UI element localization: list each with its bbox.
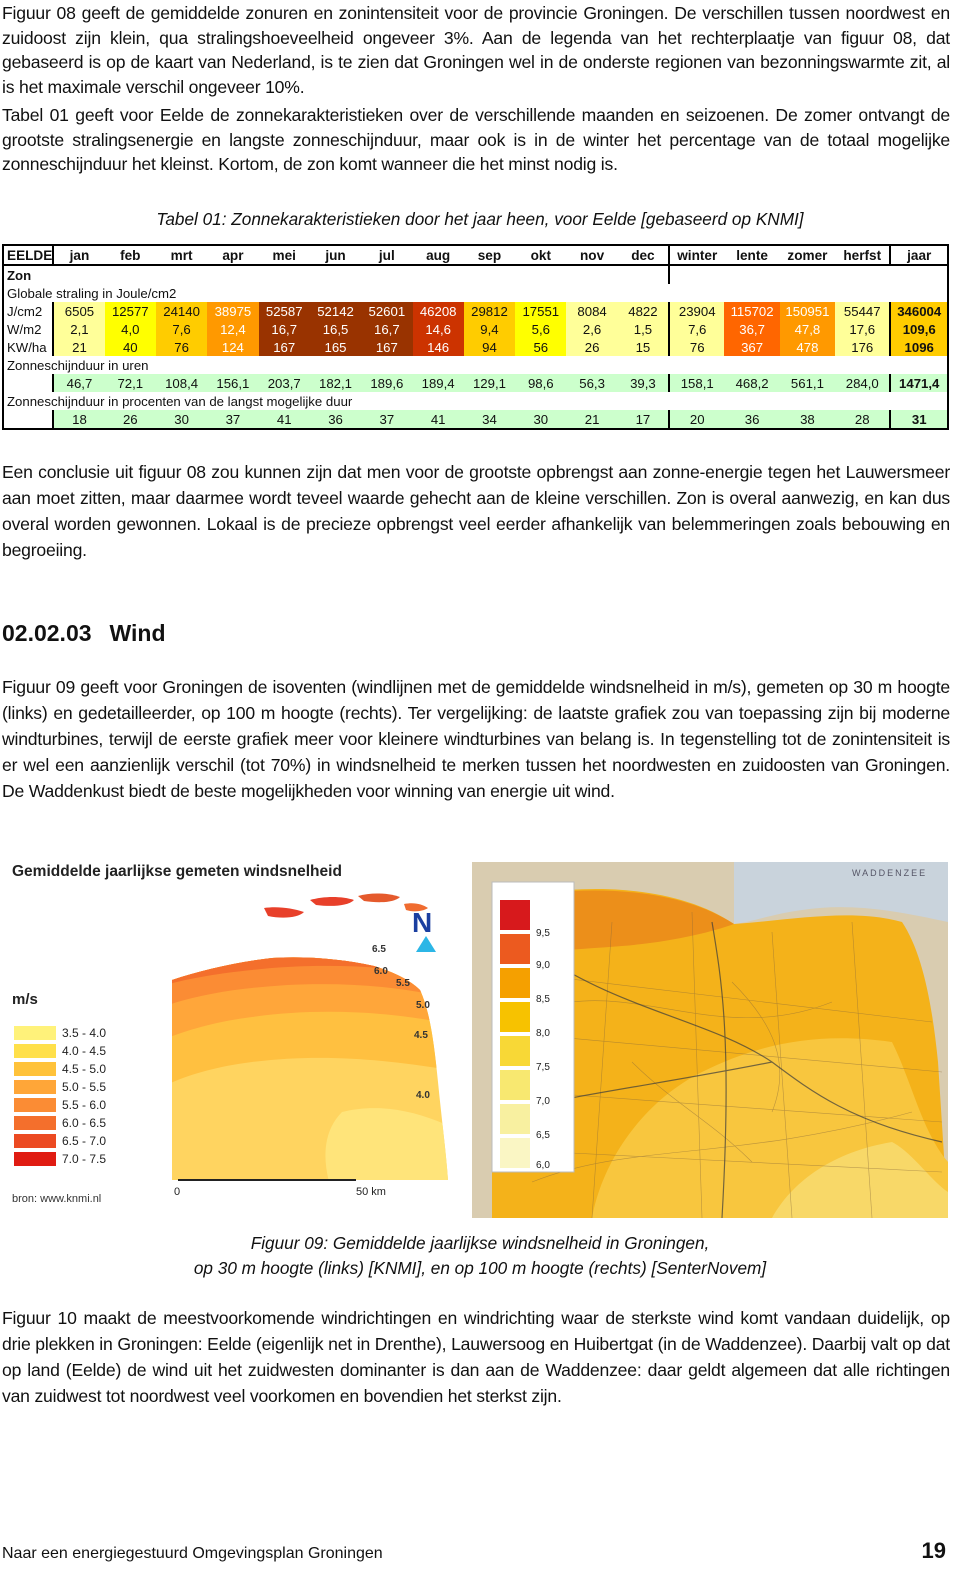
table-cell: 72,1 (105, 374, 156, 392)
table-cell: 150951 (780, 302, 835, 320)
table-cell: 98,6 (515, 374, 566, 392)
table-cell: 203,7 (259, 374, 310, 392)
scale-end: 50 km (356, 1186, 386, 1198)
header-cell: winter (669, 245, 724, 265)
row-label (3, 410, 53, 429)
table-cell: 46,7 (53, 374, 104, 392)
table-cell: 561,1 (780, 374, 835, 392)
legend-label: 8,0 (536, 1028, 550, 1039)
table-cell: 1471,4 (890, 374, 948, 392)
legend-swatches (14, 1026, 56, 1166)
table-cell: 52601 (361, 302, 412, 320)
header-cell: mrt (156, 245, 207, 265)
table-cell: 12,4 (207, 320, 258, 338)
table-cell: 76 (669, 338, 724, 356)
table-cell: 165 (310, 338, 361, 356)
legend-label: 6,5 (536, 1130, 550, 1141)
table-cell: 31 (890, 410, 948, 429)
header-cell: jun (310, 245, 361, 265)
table-cell: 20 (669, 410, 724, 429)
table-cell: 76 (156, 338, 207, 356)
table-cell: 4822 (618, 302, 669, 320)
header-cell: aug (413, 245, 464, 265)
table-cell: 284,0 (835, 374, 890, 392)
table-cell: 189,6 (361, 374, 412, 392)
table-cell: 15 (618, 338, 669, 356)
section-title: Wind (109, 620, 166, 646)
section-row-uren (3, 356, 948, 374)
table-cell: 5,6 (515, 320, 566, 338)
isoline-label: 4.5 (414, 1030, 428, 1041)
table-cell: 17,6 (835, 320, 890, 338)
scale-start: 0 (174, 1186, 181, 1198)
section-row-zon (3, 265, 948, 284)
wind-map-30m-graphic (2, 862, 464, 1208)
table-cell: 1096 (890, 338, 948, 356)
sea-label: WADDENZEE (852, 868, 928, 878)
table-cell: 16,7 (361, 320, 412, 338)
table-cell: 12577 (105, 302, 156, 320)
paragraph-figuur-08: Figuur 08 geeft de gemiddelde zonuren en zonintensiteit voor de provincie Groningen. De verschillen tussen noordwest en zuidoost zijn klein, qua stralingshoeveelheid ongeveer 3%. Aan de legenda van het rechterplaatje van figuur 08, dat gebaseerd is op de kaart van Nederland, is te zien dat Groningen wel in de onderste regionen van bezonningswarmte zit, al is het maximale verschil ongeveer 10%. (2, 3, 950, 97)
header-cell: sep (464, 245, 515, 265)
legend-unit: m/s (12, 991, 38, 1008)
legend-label: 3.5 - 4.0 (62, 1026, 107, 1040)
legend-label: 7.0 - 7.5 (62, 1152, 107, 1166)
legend-label: 6.5 - 7.0 (62, 1134, 107, 1148)
table-cell: 30 (156, 410, 207, 429)
table-cell: 9,4 (464, 320, 515, 338)
table-cell: 52142 (310, 302, 361, 320)
isoline-bands (162, 952, 462, 1192)
island-shape (358, 893, 400, 902)
isoline-label: 4.0 (416, 1090, 430, 1101)
isoline-label: 5.0 (416, 1000, 430, 1011)
legend-label: 7,5 (536, 1062, 550, 1073)
table-cell: 28 (835, 410, 890, 429)
table-cell: 40 (105, 338, 156, 356)
table-cell: 26 (105, 410, 156, 429)
table-cell: 47,8 (780, 320, 835, 338)
table-row-uren (3, 374, 948, 392)
table-cell: 167 (259, 338, 310, 356)
table-cell: 8084 (566, 302, 617, 320)
table-cell: 38975 (207, 302, 258, 320)
section-label: Zon (3, 265, 669, 284)
section-label: Zonneschijnduur in procenten van de langst mogelijke duur (3, 392, 948, 410)
legend-label: 4.5 - 5.0 (62, 1062, 107, 1076)
header-cell: dec (618, 245, 669, 265)
table-cell: 115702 (724, 302, 779, 320)
table-cell: 29812 (464, 302, 515, 320)
header-cell: nov (566, 245, 617, 265)
table-cell: 158,1 (669, 374, 724, 392)
section-label: Globale straling in Joule/cm2 (3, 284, 948, 302)
table-cell: 156,1 (207, 374, 258, 392)
table-cell: 17551 (515, 302, 566, 320)
table-cell: 34 (464, 410, 515, 429)
legend-label: 6,0 (536, 1160, 550, 1171)
island-shape (264, 907, 304, 917)
legend-label: 5.5 - 6.0 (62, 1098, 107, 1112)
table-caption: Tabel 01: Zonnekarakteristieken door het jaar heen, voor Eelde [gebaseerd op KNMI] (156, 209, 804, 229)
table-cell: 182,1 (310, 374, 361, 392)
table-cell: 6505 (53, 302, 104, 320)
legend-label: 5.0 - 5.5 (62, 1080, 107, 1094)
table-cell: 26 (566, 338, 617, 356)
section-row-procent (3, 392, 948, 410)
table-cell: 38 (780, 410, 835, 429)
north-arrow-icon (416, 936, 436, 952)
table-cell: 129,1 (464, 374, 515, 392)
wind-map-100m-graphic (472, 862, 948, 1218)
legend-label: 6.0 - 6.5 (62, 1116, 107, 1130)
table-cell: 36,7 (724, 320, 779, 338)
table-cell: 37 (207, 410, 258, 429)
row-label: J/cm2 (3, 302, 53, 320)
wind-map-30m (2, 862, 464, 1208)
table-cell: 189,4 (413, 374, 464, 392)
table-row-jcm2 (3, 302, 948, 320)
table-cell: 94 (464, 338, 515, 356)
table-cell: 108,4 (156, 374, 207, 392)
legend-label: 9,5 (536, 928, 550, 939)
table-cell: 367 (724, 338, 779, 356)
island-shape (310, 897, 354, 906)
header-cell: EELDE (3, 245, 53, 265)
table-cell: 30 (515, 410, 566, 429)
header-cell: okt (515, 245, 566, 265)
table-cell: 37 (361, 410, 412, 429)
row-label (3, 374, 53, 392)
legend-label: 9,0 (536, 960, 550, 971)
table-cell: 2,6 (566, 320, 617, 338)
table-cell: 41 (259, 410, 310, 429)
header-cell: lente (724, 245, 779, 265)
header-cell: apr (207, 245, 258, 265)
figure-caption-line-2: op 30 m hoogte (links) [KNMI], en op 100 m hoogte (rechts) [SenterNovem] (193, 1258, 767, 1278)
row-label: W/m2 (3, 320, 53, 338)
legend-label: 7,0 (536, 1096, 550, 1107)
table-cell: 17 (618, 410, 669, 429)
table-cell: 41 (413, 410, 464, 429)
header-cell: feb (105, 245, 156, 265)
map-title: Gemiddelde jaarlijkse gemeten windsnelheid (12, 863, 342, 880)
header-cell: jaar (890, 245, 948, 265)
table-cell: 36 (724, 410, 779, 429)
table-cell: 24140 (156, 302, 207, 320)
header-cell: jul (361, 245, 412, 265)
section-spacer (669, 265, 948, 284)
sun-characteristics-table (2, 244, 949, 430)
table-cell: 56,3 (566, 374, 617, 392)
section-label: Zonneschijnduur in uren (3, 356, 948, 374)
row-label: KW/ha (3, 338, 53, 356)
isoline-label: 6.5 (372, 944, 386, 955)
table-cell: 7,6 (669, 320, 724, 338)
table-cell: 18 (53, 410, 104, 429)
footer-title: Naar een energiegestuurd Omgevingsplan Groningen (2, 1545, 383, 1562)
table-cell: 176 (835, 338, 890, 356)
table-cell: 478 (780, 338, 835, 356)
section-row-globale (3, 284, 948, 302)
table-header-row (3, 245, 948, 265)
table-row-procent (3, 410, 948, 429)
table-cell: 16,7 (259, 320, 310, 338)
section-number: 02.02.03 (2, 620, 92, 646)
page-number: 19 (921, 1538, 946, 1563)
table-cell: 55447 (835, 302, 890, 320)
table-cell: 4,0 (105, 320, 156, 338)
table-cell: 46208 (413, 302, 464, 320)
table-row-kwha (3, 338, 948, 356)
table-cell: 56 (515, 338, 566, 356)
table-cell: 1,5 (618, 320, 669, 338)
table-cell: 36 (310, 410, 361, 429)
header-cell: mei (259, 245, 310, 265)
paragraph-tabel-01: Tabel 01 geeft voor Eelde de zonnekarakteristieken over de verschillende maanden en seizoenen. De zomer ontvangt de grootste stralingsenergie en langste zonneschijnduur, maar ook is in de winter het percentage van de totaal mogelijke zonneschijnduur het kleinst. Kortom, de zon komt wanneer die het minst nodig is. (2, 105, 950, 174)
isoline-label: 6.0 (374, 966, 388, 977)
table-cell: 346004 (890, 302, 948, 320)
table-cell: 21 (566, 410, 617, 429)
header-cell: jan (53, 245, 104, 265)
figure-caption-line-1: Figuur 09: Gemiddelde jaarlijkse windsnelheid in Groningen, (250, 1233, 710, 1253)
header-cell: zomer (780, 245, 835, 265)
isoline-label: 5.5 (396, 978, 410, 989)
table-cell: 7,6 (156, 320, 207, 338)
table-cell: 39,3 (618, 374, 669, 392)
paragraph-wind: Figuur 09 geeft voor Groningen de isoventen (windlijnen met de gemiddelde windsnelheid in m/s), gemeten op 30 m hoogte (links) en gedetailleerder, op 100 m hoogte (rechts). Ter vergelijking: de laatste grafiek zou van toepassing zijn bij moderne windturbines, terwijl de eerste grafiek meer voor kleinere windturbines van belang is. In tegenstelling tot de zonintensiteit is er wel een aanzienlijk verschil (tot 70%) in windsnelheid te merken tussen het noordwesten en zuidoosten van Groningen. De Waddenkust biedt de beste mogelijkheden voor winning van energie uit wind. (2, 677, 950, 801)
table-cell: 21 (53, 338, 104, 356)
table-cell: 146 (413, 338, 464, 356)
legend-label: 8,5 (536, 994, 550, 1005)
table-cell: 124 (207, 338, 258, 356)
table-cell: 16,5 (310, 320, 361, 338)
wind-map-100m (472, 862, 948, 1218)
paragraph-figuur-10: Figuur 10 maakt de meestvoorkomende windrichtingen en windrichting waar de sterkste wind komt vandaan duidelijk, op drie plekken in Groningen: Eelde (eigenlijk net in Drenthe), Lauwersoog en Huibertgat (in de Waddenzee). Daarbij valt op dat op land (Eelde) de wind uit het zuidwesten dominanter is dan aan de Waddenzee: daar geldt algemeen dat alle richtingen van zuidwest tot noordwest veel voorkomen en bovendien het sterkst zijn. (2, 1308, 950, 1406)
table-cell: 2,1 (53, 320, 104, 338)
table-cell: 468,2 (724, 374, 779, 392)
table-row-wm2 (3, 320, 948, 338)
table-cell: 109,6 (890, 320, 948, 338)
north-label: N (412, 907, 433, 938)
legend-label: 4.0 - 4.5 (62, 1044, 107, 1058)
paragraph-conclusie: Een conclusie uit figuur 08 zou kunnen zijn dat men voor de grootste opbrengst aan zonne-energie tegen het Lauwersmeer aan moet zitten, maar daarmee wordt teveel waarde gehecht aan de kleine verschillen. Zon is overal aanwezig, en kan dus overal worden gewonnen. Lokaal is de precieze opbrengst veel eerder afhankelijk van belemmeringen zoals bebouwing en begroeiing. (2, 462, 950, 560)
table-cell: 52587 (259, 302, 310, 320)
table-cell: 167 (361, 338, 412, 356)
section-heading (2, 620, 166, 647)
table-cell: 14,6 (413, 320, 464, 338)
table-cell: 23904 (669, 302, 724, 320)
header-cell: herfst (835, 245, 890, 265)
map-source: bron: www.knmi.nl (12, 1193, 102, 1205)
